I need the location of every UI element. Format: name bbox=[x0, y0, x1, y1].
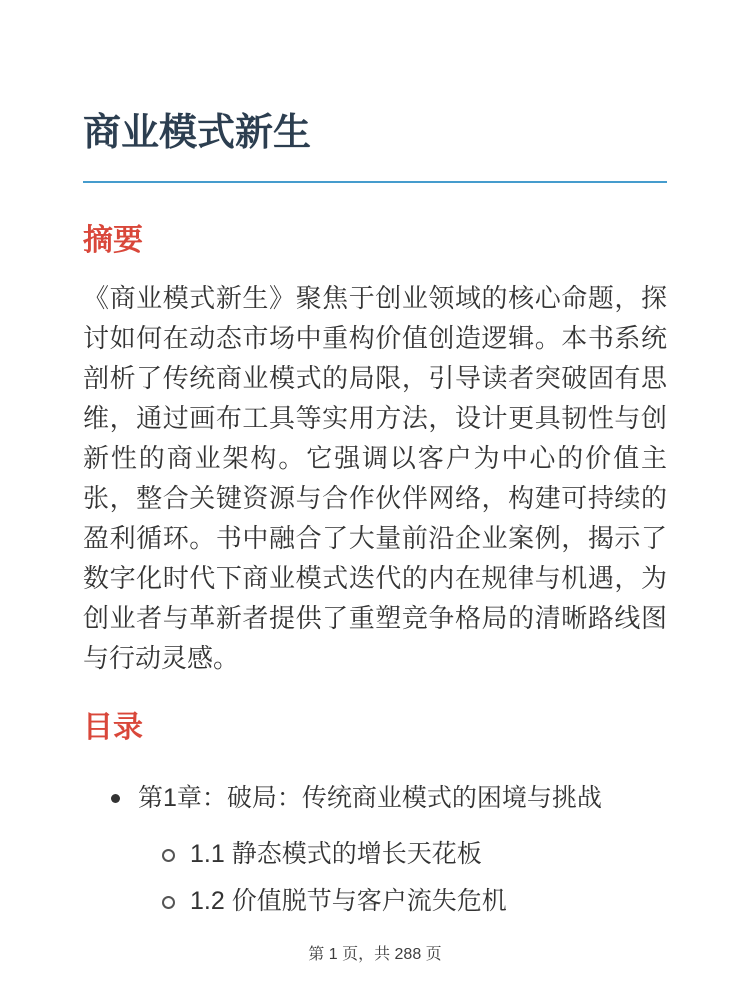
page-indicator: 第 1 页，共 288 页 bbox=[308, 946, 442, 963]
summary-heading: 摘要 bbox=[83, 223, 143, 257]
toc-sub-label: 1.2 价值脱节与客户流失危机 bbox=[190, 886, 507, 915]
circle-bullet-icon bbox=[162, 849, 175, 862]
toc-sub-item bbox=[83, 884, 667, 918]
disc-bullet-icon bbox=[111, 794, 120, 803]
circle-bullet-icon bbox=[162, 896, 175, 909]
summary-paragraph: 《商业模式新生》聚焦于创业领域的核心命题，探讨如何在动态市场中重构价值创造逻辑。本书系统剖析了传统商业模式的局限，引导读者突破固有思维，通过画布工具等实用方法，设计更具韧性与创新性的商业架构。它强调以客户为中心的价值主张，整合关键资源与合作伙伴网络，构建可持续的盈利循环。书中融合了大量前沿企业案例，揭示了数字化时代下商业模式迭代的内在规律与机遇，为创业者与革新者提供了重塑竞争格局的清晰路线图与行动灵感。 bbox=[83, 282, 667, 673]
toc-sub-label: 1.1 静态模式的增长天花板 bbox=[190, 839, 482, 868]
toc-sub-item bbox=[83, 837, 667, 871]
toc-heading: 目录 bbox=[83, 710, 143, 744]
page-title: 商业模式新生 bbox=[83, 111, 667, 183]
toc-chapter-label: 第1章：破局：传统商业模式的困境与挑战 bbox=[138, 783, 602, 812]
toc-list bbox=[83, 780, 667, 918]
toc-chapter-item bbox=[83, 780, 667, 816]
